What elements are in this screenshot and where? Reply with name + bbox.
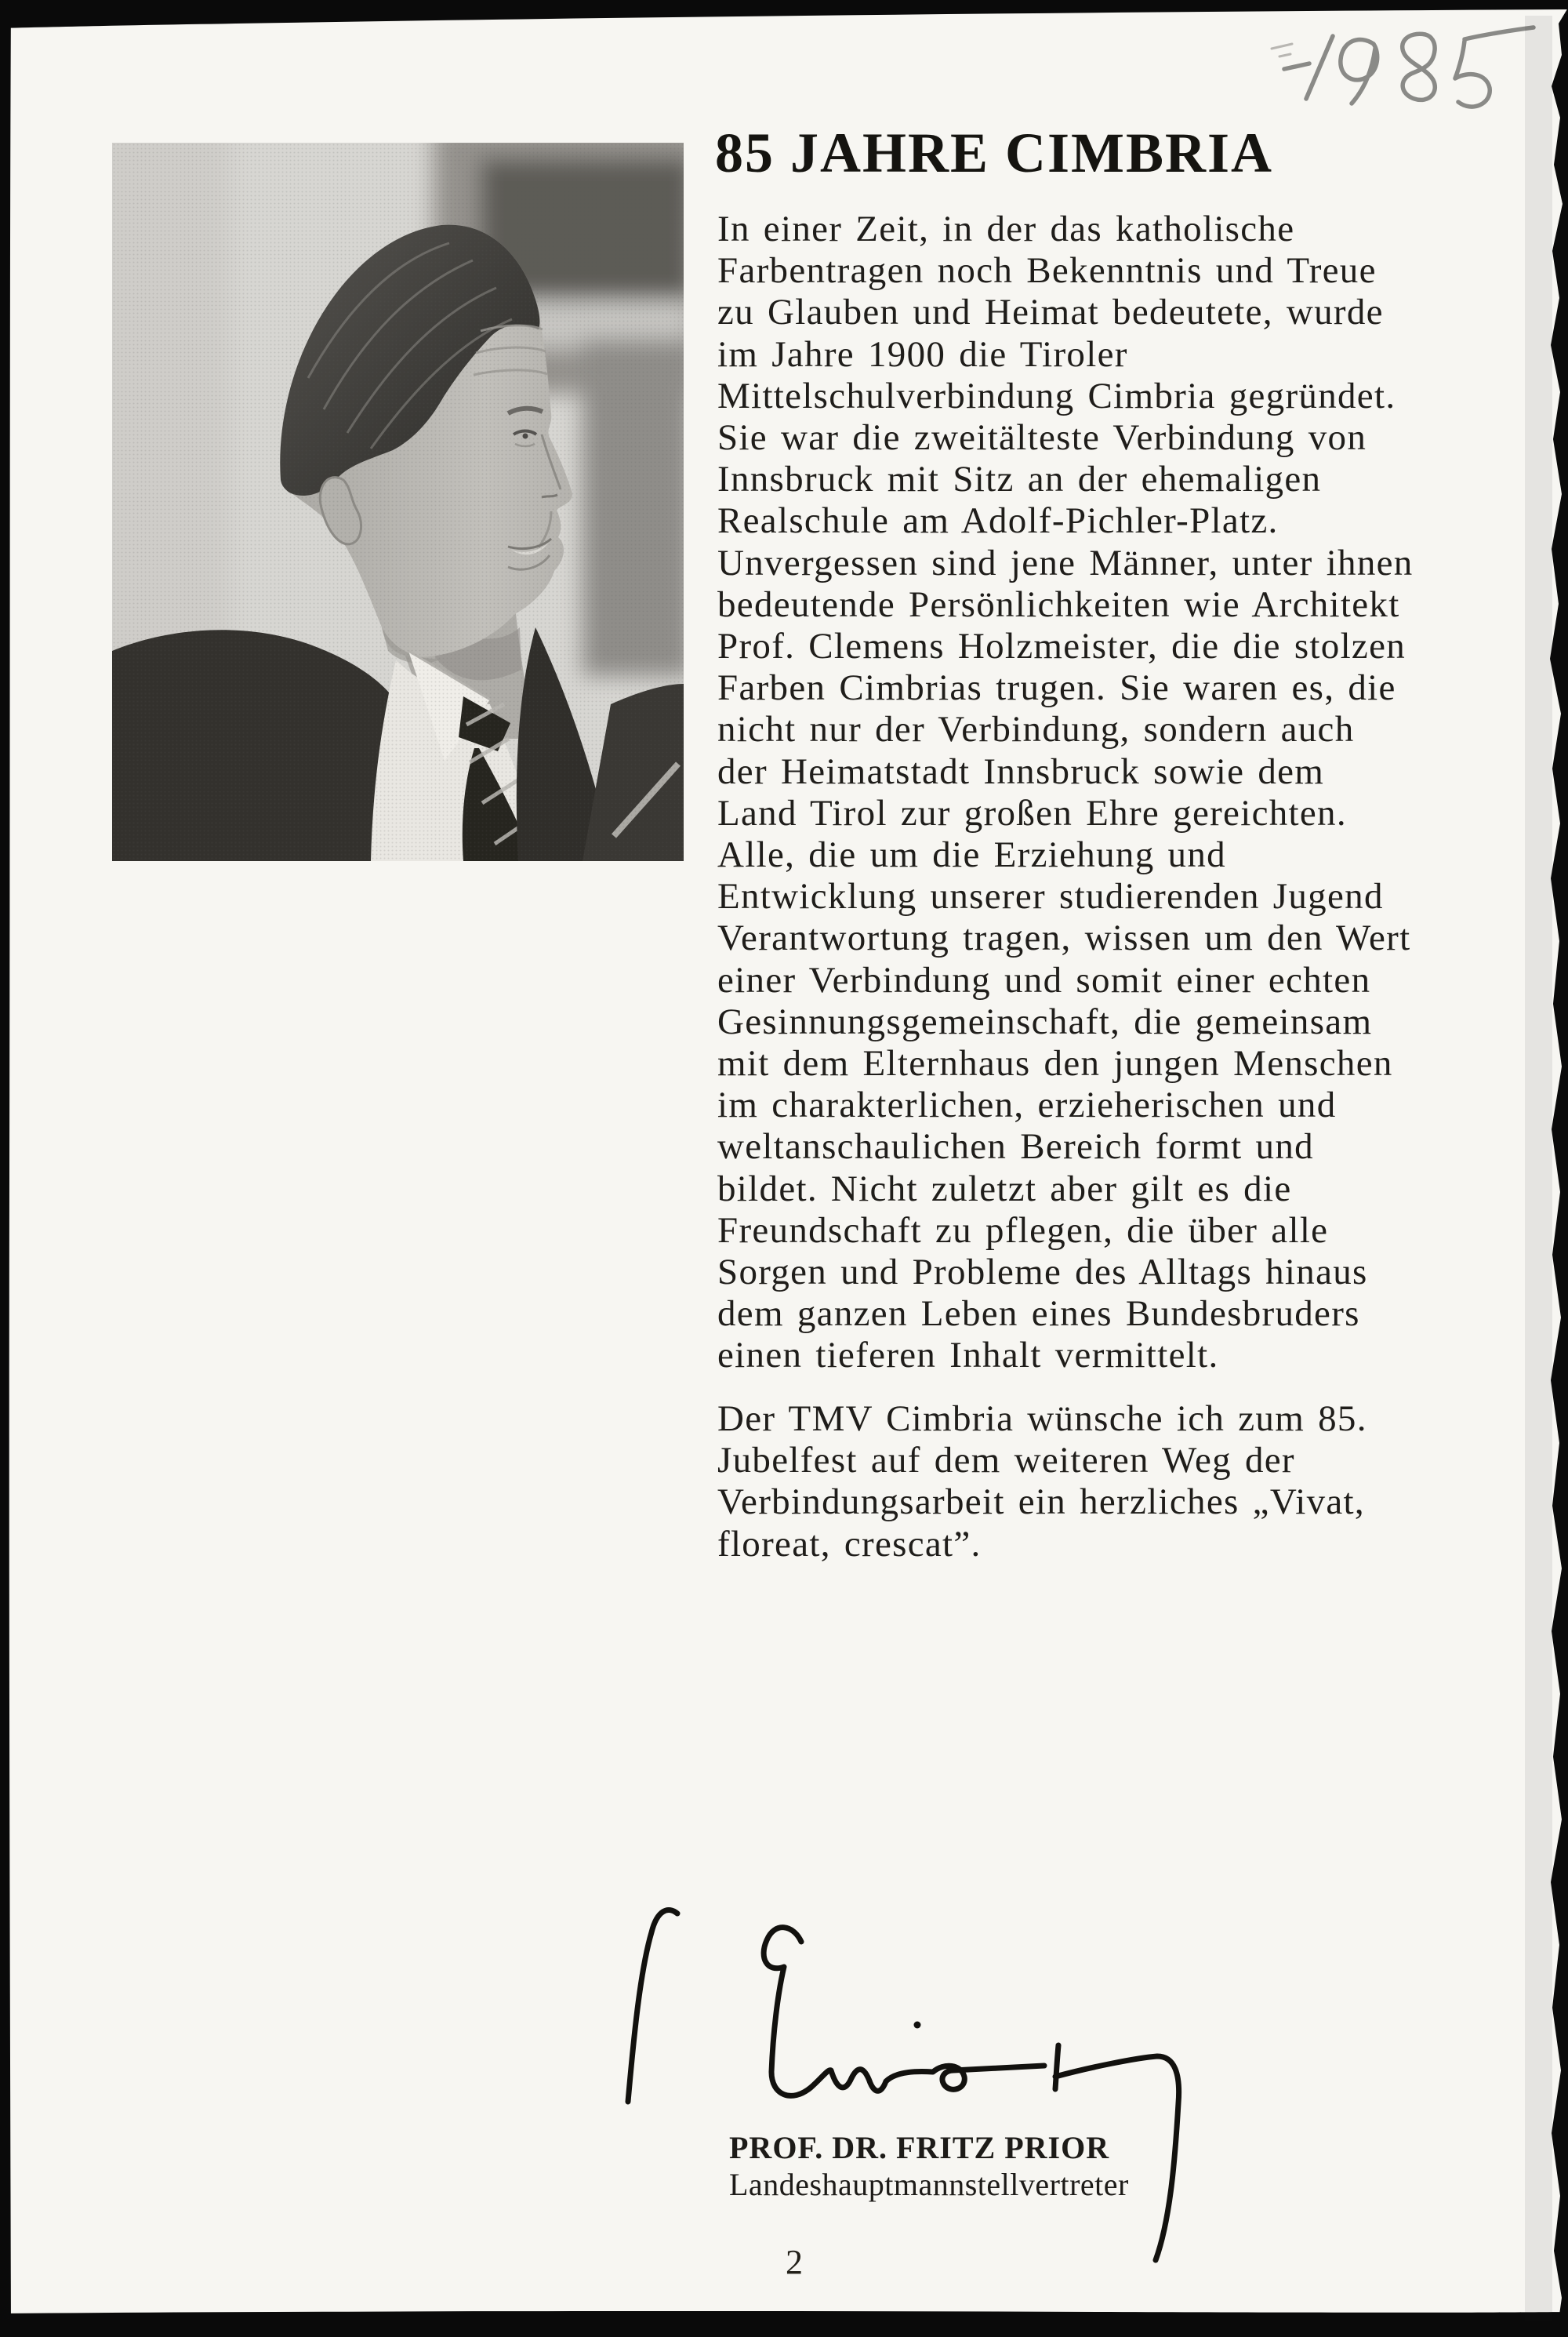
- body-line: Entwicklung unserer studierenden Jugend: [717, 876, 1384, 918]
- portrait-photo: [112, 143, 684, 861]
- signatory-title: Landeshauptmannstellvertreter: [729, 2167, 1129, 2202]
- signatory-name: PROF. DR. FRITZ PRIOR: [729, 2130, 1110, 2165]
- body-line: Freundschaft zu pflegen, die über alle: [717, 1209, 1329, 1251]
- body-line: Unvergessen sind jene Männer, unter ihnen: [717, 542, 1414, 583]
- article-body: [717, 209, 1414, 1377]
- signature: [596, 1874, 1223, 2282]
- body-line: dem ganzen Leben eines Bundesbruders: [717, 1293, 1360, 1335]
- portrait-photo-graphic: [112, 143, 684, 861]
- article-title: 85 JAHRE CIMBRIA: [715, 122, 1274, 184]
- body-line: Sorgen und Probleme des Alltags hinaus: [717, 1252, 1368, 1293]
- body-line: In einer Zeit, in der das katholische: [717, 209, 1295, 249]
- body-line: mit dem Elternhaus den jungen Menschen: [717, 1043, 1393, 1085]
- body-line: einer Verbindung und somit einer echten: [717, 959, 1371, 1001]
- body-line: Innsbruck mit Sitz an der ehemaligen: [717, 459, 1322, 500]
- body-line: zu Glauben und Heimat bedeutete, wurde: [717, 292, 1384, 333]
- body-line: Sie war die zweitälteste Verbindung von: [717, 417, 1367, 459]
- closing-line: Der TMV Cimbria wünsche ich zum 85.: [717, 1398, 1367, 1439]
- page-number: 2: [786, 2243, 803, 2281]
- body-line: Farbentragen noch Bekenntnis und Treue: [717, 250, 1377, 292]
- body-line: Gesinnungsgemeinschaft, die gemeinsam: [717, 1001, 1373, 1042]
- body-line: Alle, die um die Erziehung und: [717, 834, 1226, 876]
- handwritten-year: [1254, 16, 1552, 118]
- article-closing: [717, 1398, 1367, 1565]
- closing-line: floreat, crescat”.: [717, 1523, 982, 1565]
- body-line: weltanschaulichen Bereich formt und: [717, 1126, 1314, 1168]
- body-line: Prof. Clemens Holzmeister, die die stolzen: [717, 626, 1406, 667]
- body-line: Mittelschulverbindung Cimbria gegründet.: [717, 375, 1396, 416]
- closing-line: Verbindungsarbeit ein herzliches „Vivat,: [717, 1481, 1365, 1523]
- body-line: im Jahre 1900 die Tiroler: [717, 333, 1128, 375]
- body-line: der Heimatstadt Innsbruck sowie dem: [717, 751, 1325, 792]
- body-line: Verantwortung tragen, wissen um den Wert: [717, 918, 1411, 959]
- body-line: Realschule am Adolf-Pichler-Platz.: [717, 500, 1279, 542]
- body-line: im charakterlichen, erzieherischen und: [717, 1085, 1337, 1126]
- body-line: einen tieferen Inhalt vermittelt.: [717, 1335, 1219, 1376]
- closing-line: Jubelfest auf dem weiteren Weg der: [717, 1440, 1295, 1481]
- body-line: Farben Cimbrias trugen. Sie waren es, die: [717, 667, 1396, 709]
- body-line: bedeutende Persönlichkeiten wie Architekt: [717, 583, 1400, 625]
- body-line: nicht nur der Verbindung, sondern auch: [717, 709, 1355, 751]
- body-line: Land Tirol zur großen Ehre gereichten.: [717, 792, 1347, 834]
- body-line: bildet. Nicht zuletzt aber gilt es die: [717, 1168, 1292, 1209]
